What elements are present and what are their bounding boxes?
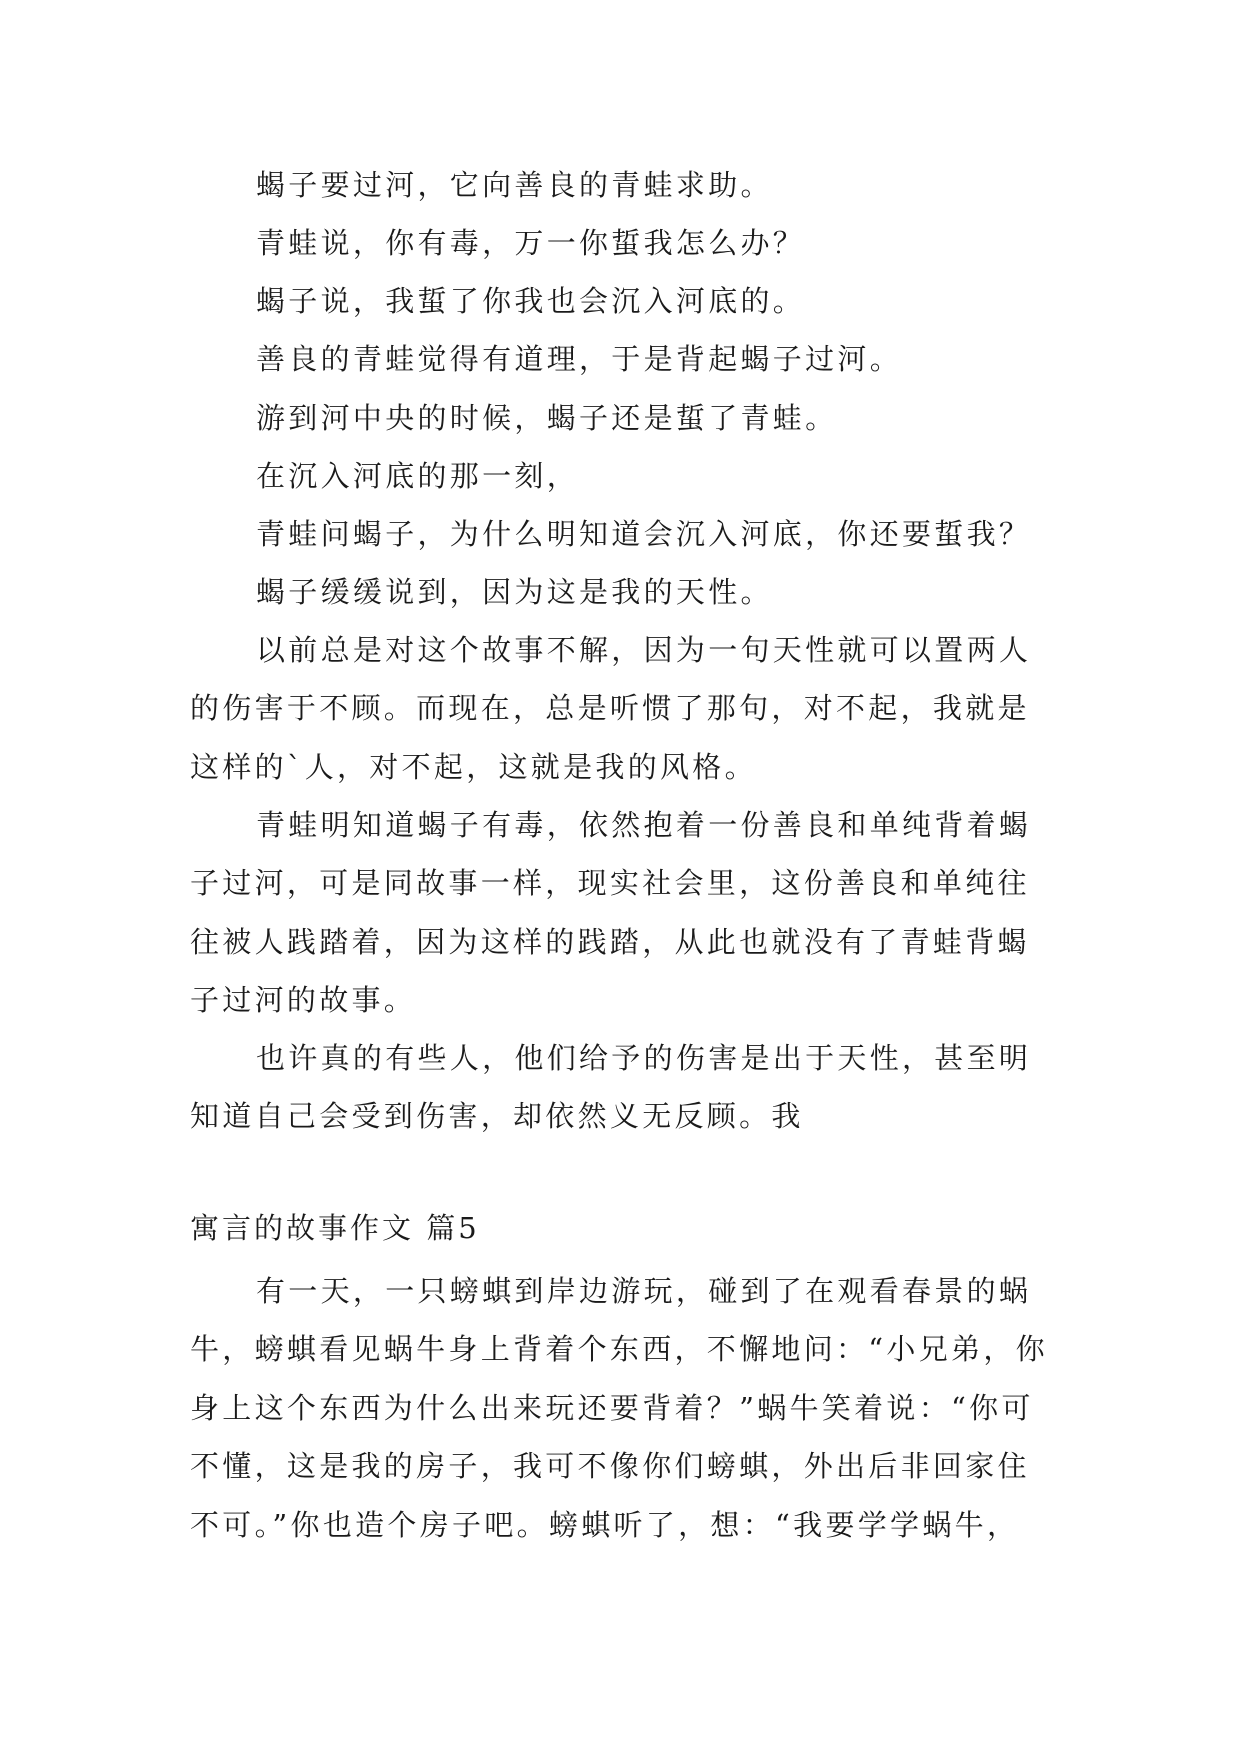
paragraph: 青蛙明知道蝎子有毒，依然抱着一份善良和单纯背着蝎子过河，可是同故事一样，现实社会里，这份善良和单纯往往被人践踏着，因为这样的践踏，从此也就没有了青蛙背蝎子过河的故事。 [190, 808, 1032, 1018]
section-title: 寓言的故事作文 篇5 [190, 1211, 480, 1245]
paragraph: 也许真的有些人，他们给予的伤害是出于天性，甚至明知道自己会受到伤害，却依然义无反顾。我 [190, 1041, 1032, 1134]
story-line: 青蛙说，你有毒，万一你蜇我怎么办？ [256, 226, 806, 260]
story-line: 游到河中央的时候，蝎子还是蜇了青蛙。 [256, 401, 838, 435]
story-line: 蝎子缓缓说到，因为这是我的天性。 [256, 575, 773, 609]
section-paragraph: 有一天，一只螃蜞到岸边游玩，碰到了在观看春景的蜗牛，螃蜞看见蜗牛身上背着个东西，不懈地问：“小兄弟，你身上这个东西为什么出来玩还要背着？”蜗牛笑着说：“你可不懂，这是我的房子，我可不像你们螃蜞，外出后非回家住不可。”你也造个房子吧。螃蜞听了，想：“我要学学蜗牛， [190, 1274, 1048, 1542]
story-line: 善良的青蛙觉得有道理，于是背起蝎子过河。 [256, 342, 903, 376]
story-line: 蝎子要过河，它向善良的青蛙求助。 [256, 168, 773, 202]
story-line: 青蛙问蝎子，为什么明知道会沉入河底，你还要蜇我？ [256, 517, 1032, 551]
story-line: 蝎子说，我蜇了你我也会沉入河底的。 [256, 284, 806, 318]
paragraph: 以前总是对这个故事不解，因为一句天性就可以置两人的伤害于不顾。而现在，总是听惯了那句，对不起，我就是这样的`人，对不起，这就是我的风格。 [190, 633, 1032, 784]
story-line: 在沉入河底的那一刻， [256, 459, 580, 493]
